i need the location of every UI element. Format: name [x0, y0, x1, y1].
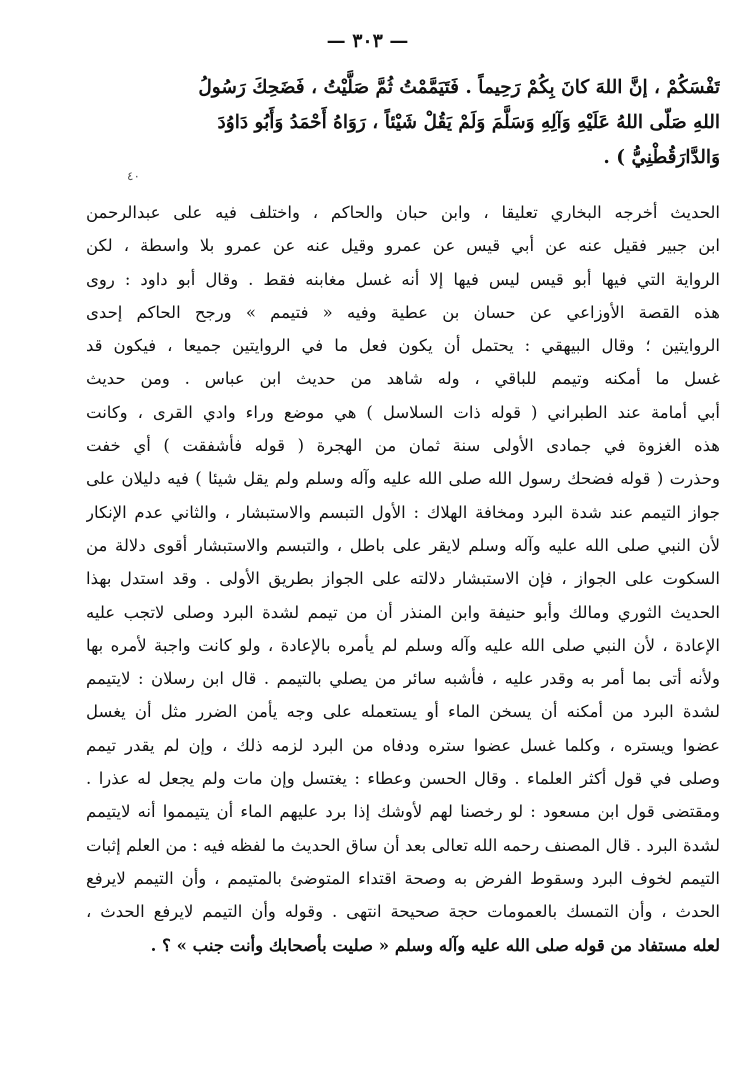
- commentary-line: الحدث ، وأن التمسك بالعمومات حجة صحيحة انتهى . وقوله وأن التيمم لايرفع الحدث ،: [86, 902, 720, 922]
- commentary-line: هذه الغزوة في جمادى الأولى سنة ثمان من الهجرة ( قوله فأشفقت ) أي خفت: [86, 436, 720, 456]
- commentary-text: [86, 196, 720, 962]
- hadith-line: اللهِ صَلّى اللهُ عَلَيْهِ وَآلِهِ وَسَلَّمَ وَلَمْ يَقُلْ شَيْئاً ، رَوَاهُ أَحْمَدُ وَأَبُو دَاوُدَ: [217, 112, 720, 133]
- margin-marker: ٤٠: [127, 169, 140, 183]
- hadith-line: تَفْسَكُمْ ، إنَّ اللهَ كانَ بِكُمْ رَحِيماً . فَتَيَمَّمْتُ ثُمَّ صَلَّيْتُ ، فَضَحِكَ رَسُولُ: [198, 77, 720, 98]
- commentary-line: ومقتضى قول ابن مسعود : لو رخصنا لهم لأوشك إذا برد عليهم الماء أن يتيمموا أنه لايتيمم: [86, 802, 720, 822]
- commentary-line: الروايتين ؛ وقال البيهقي : يحتمل أن يكون فعل ما في الروايتين جميعا ، فيكون قد: [86, 336, 720, 356]
- commentary-line: السكوت على الجواز ، فإن الاستبشار دلالته على الجواز بطريق الأولى . وقد استدل بهذا: [86, 569, 720, 589]
- commentary-line: وحذرت ( قوله فضحك رسول الله صلى الله عليه وآله وسلم ولم يقل شيئا ) فيه دليلان على: [86, 469, 720, 489]
- commentary-line: لأن النبي صلى الله عليه وآله وسلم لايقر على باطل ، والتبسم والاستبشار أقوى دلالة من: [86, 535, 720, 555]
- commentary-line: جواز التيمم عند شدة البرد ومخافة الهلاك : الأول التبسم والاستبشار ، والثاني عدم الإنكار: [86, 502, 720, 522]
- commentary-line: هذه القصة الأوزاعي عن حسان بن عطية وفيه « فتيمم » ورجح الحاكم إحدى: [86, 302, 720, 322]
- commentary-line: التيمم لخوف البرد وسقوط الفرض به وصحة اقتداء المتوضئ بالمتيمم ، وأن التيمم لايرفع: [86, 868, 720, 888]
- commentary-line: غسل ما أمكنه وتيمم للباقي ، وله شاهد من حديث ابن عباس . ومن حديث: [86, 369, 720, 389]
- commentary-line: وصلى في قول أكثر العلماء . وقال الحسن وعطاء : يغتسل وإن مات ولم يجعل له عذرا .: [86, 769, 720, 789]
- hadith-line: وَالدَّارَقُطْنِيُّ ) .: [603, 147, 720, 168]
- commentary-line: لشدة البرد . قال المصنف رحمه الله تعالى بعد أن ساق الحديث ما لفظه فيه : من العلم إثبات: [86, 835, 720, 855]
- hadith-text: [82, 70, 720, 175]
- commentary-line: ابن جبير فقيل عنه عن أبي قيس عن عمرو وقيل عنه عن عمرو بلا واسطة ، لكن: [86, 236, 720, 256]
- commentary-line: الإعادة ، لأن النبي صلى الله عليه وآله وسلم لم يأمره بالإعادة ، ولو كانت واجبة لأمره بها: [86, 635, 720, 655]
- commentary-line: ولأنه أتى بما أمر به وقدر عليه ، فأشبه سائر من يصلي بالتيمم . قال ابن رسلان : لايتيمم: [86, 669, 720, 689]
- commentary-line: الرواية التي فيها أبو قيس ليس فيها إلا أنه غسل مغابنه فقط . وقال أبو داود : روى: [86, 269, 720, 289]
- commentary-line: الحديث الثوري ومالك وأبو حنيفة وابن المنذر أن من تيمم لشدة البرد وصلى لاتجب عليه: [86, 602, 720, 622]
- commentary-line: عضوا ويستره ، وكلما غسل عضوا ستره ودفاه من البرد لزمه ذلك ، وإن لم يقدر تيمم: [86, 735, 720, 755]
- commentary-line: الحديث أخرجه البخاري تعليقا ، وابن حبان والحاكم ، واختلف فيه على عبدالرحمن: [86, 203, 720, 222]
- commentary-line: أبي أمامة عند الطبراني ( قوله ذات السلاسل ) هي موضع وراء وادي القرى ، وكانت: [86, 402, 720, 422]
- commentary-line: لشدة البرد من أمكنه أن يسخن الماء أو يستعمله على وجه يأمن الضرر مثل أن يغسل: [86, 702, 720, 722]
- commentary-line: لعله مستفاد من قوله صلى الله عليه وآله وسلم « صليت بأصحابك وأنت جنب » ؟ .: [150, 935, 720, 955]
- page-number: — ٣٠٣ —: [326, 30, 409, 52]
